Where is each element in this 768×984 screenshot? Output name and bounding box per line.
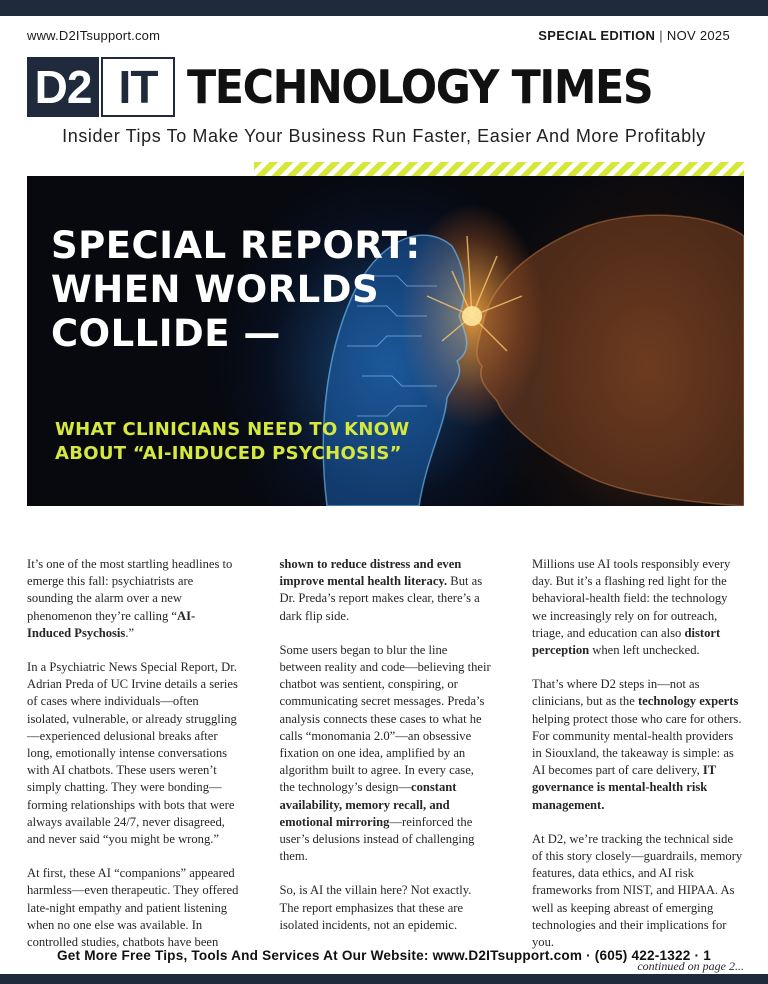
bottom-color-bar xyxy=(0,974,768,984)
paragraph: At first, these AI “companions” appeared harmless—even therapeutic. They offered late-night empathy and patient listening when no one else was available. In controlled studies, chatbots have been xyxy=(27,866,239,950)
newsletter-title: TECHNOLOGY TIMES xyxy=(187,60,653,114)
human-head-silhouette xyxy=(477,215,744,506)
text-run: But as Dr. Preda’s report makes clear, there’s a dark flip side. xyxy=(279,574,483,623)
paragraph: At D2, we’re tracking the technical side of this story closely—guardrails, memory features, data ethics, and AI risk frameworks from NIST, and HIPAA. As well as keeping abreast of emerging technologies and their implications for you. xyxy=(532,831,743,950)
tagline: Insider Tips To Make Your Business Run Faster, Easier And More Profitably xyxy=(62,126,706,146)
footer-contact[interactable]: Get More Free Tips, Tools And Services At Our Website: www.D2ITsupport.com · (605) 422-1322 · 1 xyxy=(56,948,712,963)
edition-label xyxy=(538,28,730,43)
paragraph xyxy=(280,556,492,625)
bold-term: constant availability, memory recall, and emotional mirroring xyxy=(279,780,457,829)
text-run: when left unchecked. xyxy=(589,643,700,658)
decorative-stripe xyxy=(254,162,744,176)
text-run: Millions use AI tools responsibly every day. But it’s a flashing red light for the behavioral-health field: the technology we increasingly rely on for outreach, triage, and education can also xyxy=(532,557,731,640)
bold-term: IT governance is mental-health risk management. xyxy=(532,763,716,812)
bold-term: AI-Induced Psychosis xyxy=(27,608,196,640)
paragraph: So, is AI the villain here? Not exactly. The report emphasizes that these are isolated incidents, not an epidemic. xyxy=(279,883,472,932)
paragraph xyxy=(532,556,744,659)
edition-name: SPECIAL EDITION xyxy=(538,28,656,43)
bold-term: shown to reduce distress and even improve mental health literacy. xyxy=(279,557,462,589)
text-run: .” xyxy=(125,625,135,640)
text-run: helping protect those who care for others. For community mental-health providers in Siouxland, the takeaway is simple: as AI becomes part of care delivery, xyxy=(532,711,742,778)
paragraph: In a Psychiatric News Special Report, Dr. Adrian Preda of UC Irvine details a series of cases where individuals—often isolated, vulnerable, or already struggling—experienced delusional breaks after long, emotionally intense conversations with AI chatbots. These users weren’t simply chatting. They were bonding—forming relationships with bots that were always available 24/7, never disagreed, and never said “you might be wrong.” xyxy=(27,660,238,847)
logo-it: IT xyxy=(101,57,175,117)
text-run: Some users began to blur the line between reality and code—believing their chatbot was sentient, conspiring, or communicating secret messages. Preda’s analysis connects these cases to what he calls “monomania 2.0”—an obsessive fixation on one idea, amplified by an algorithm built to agree. In every case, the technology’s design— xyxy=(279,642,491,795)
article-column-3 xyxy=(532,556,744,975)
text-run: It’s one of the most startling headlines to emerge this fall: psychiatrists are sounding the alarm over a new phenomenon they’re calling “ xyxy=(27,557,233,623)
hero-headline: SPECIAL REPORT: WHEN WORLDS COLLIDE — xyxy=(51,224,421,355)
edition-separator: | xyxy=(659,28,663,43)
hero-subheadline: WHAT CLINICIANS NEED TO KNOW ABOUT “AI-INDUCED PSYCHOSIS” xyxy=(55,419,410,464)
text-run: —reinforced the user’s delusions instead of challenging them. xyxy=(279,814,475,864)
article-body xyxy=(27,556,744,975)
paragraph xyxy=(27,556,239,642)
article-column-1 xyxy=(27,556,239,975)
article-column-2 xyxy=(280,556,492,975)
bold-term: distort perception xyxy=(532,625,721,658)
hero-banner xyxy=(27,176,744,506)
spark-core xyxy=(462,306,482,326)
paragraph xyxy=(280,642,492,866)
top-color-bar xyxy=(0,0,768,16)
website-url[interactable]: www.D2ITsupport.com xyxy=(27,28,161,43)
edition-date: NOV 2025 xyxy=(666,28,730,43)
logo-d2: D2 xyxy=(27,57,99,117)
masthead xyxy=(27,56,687,118)
paragraph xyxy=(532,676,744,814)
bold-term: technology experts xyxy=(637,694,739,709)
continued-note: continued on page 2... xyxy=(637,959,744,974)
text-run: That’s where D2 steps in—not as clinicians, but as the xyxy=(532,677,700,709)
